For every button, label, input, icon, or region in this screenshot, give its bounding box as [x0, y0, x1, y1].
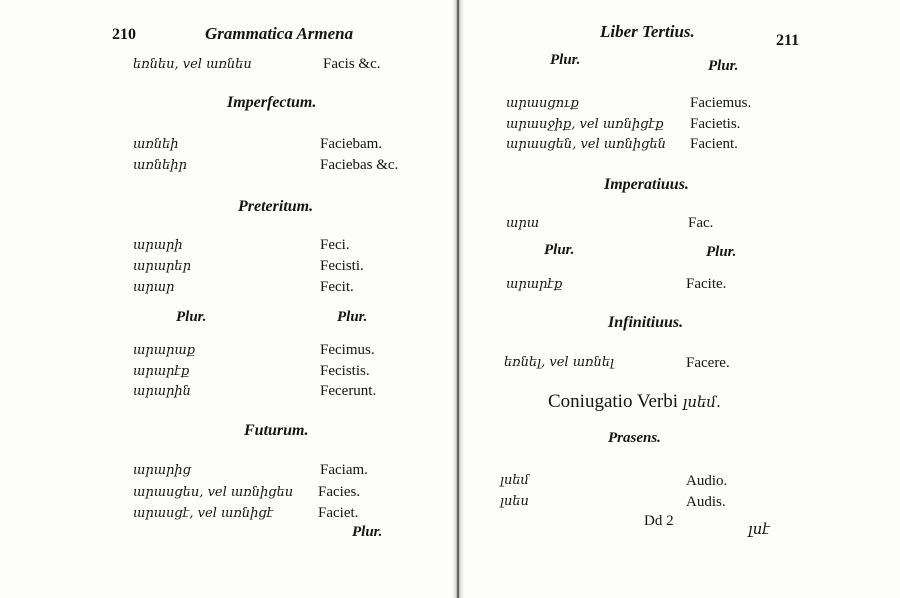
armenian-form: արարէք: [506, 277, 563, 292]
section-heading-preteritum: Preteritum.: [238, 198, 314, 215]
armenian-form: արարէք: [133, 364, 190, 379]
latin-gloss: Faciet.: [318, 505, 359, 521]
plural-label: Plur.: [176, 309, 207, 325]
section-heading-infinitivus: Infinitiuus.: [608, 314, 684, 331]
latin-gloss: Fac.: [688, 215, 714, 231]
armenian-form: արարին: [133, 384, 191, 399]
latin-gloss: Faciam.: [320, 462, 368, 478]
latin-gloss: Facies.: [318, 484, 361, 500]
latin-gloss: Audio.: [686, 473, 728, 489]
latin-gloss: Facite.: [686, 276, 727, 292]
latin-gloss: Facis &c.: [323, 56, 381, 72]
latin-gloss: Faciebam.: [320, 136, 383, 152]
armenian-form: արասցես, vel առնիցես: [133, 485, 294, 500]
armenian-form: եռնես, vel առնես: [133, 57, 252, 72]
armenian-form: արասցեն, vel առնիցեն: [506, 137, 666, 152]
section-heading-futurum: Futurum.: [244, 422, 309, 439]
armenian-form: արարից: [133, 463, 192, 478]
armenian-form: առնեի: [133, 137, 179, 152]
latin-gloss: Facietis.: [690, 116, 741, 132]
section-heading-prasens: Prasens.: [608, 430, 661, 446]
plural-label: Plur.: [544, 242, 575, 258]
page-number: 210: [112, 26, 136, 43]
armenian-form: արարեր: [133, 259, 191, 274]
plural-label: Plur.: [352, 524, 383, 540]
section-heading-imperativus: Imperatiuus.: [604, 176, 689, 193]
right-page: [458, 0, 900, 598]
coniugatio-heading: Coniugatio Verbi լսեմ.: [548, 391, 721, 412]
latin-gloss: Fecimus.: [320, 342, 375, 358]
plural-label: Plur.: [706, 244, 737, 260]
armenian-form: լսեմ: [500, 473, 529, 488]
armenian-form: եռնել, vel առնել: [504, 355, 614, 370]
latin-gloss: Fecerunt.: [320, 383, 377, 399]
latin-gloss: Feci.: [320, 237, 350, 253]
armenian-form: արասջիք, vel առնիցէք: [506, 117, 664, 132]
latin-gloss: Audis.: [686, 494, 726, 510]
latin-gloss: Facient.: [690, 136, 738, 152]
page-number: 211: [776, 32, 800, 49]
section-heading-imperfectum: Imperfectum.: [227, 94, 317, 111]
armenian-form: արարաք: [133, 343, 196, 358]
plural-label: Plur.: [708, 58, 739, 74]
latin-gloss: Fecit.: [320, 279, 354, 295]
plural-label: Plur.: [337, 309, 368, 325]
armenian-form: արա: [506, 216, 540, 231]
running-head: Liber Tertius.: [600, 22, 695, 41]
latin-gloss: Fecisti.: [320, 258, 364, 274]
signature-mark: Dd 2: [644, 513, 674, 529]
latin-gloss: Faciebas &c.: [320, 157, 399, 173]
armenian-form: արար: [133, 280, 175, 295]
armenian-form: արասցէ, vel առնիցէ: [133, 506, 274, 521]
armenian-form: առնեիր: [133, 158, 187, 173]
armenian-form: արասցուք: [506, 96, 579, 111]
running-head: Grammatica Armena: [205, 24, 354, 43]
latin-gloss: Faciemus.: [690, 95, 752, 111]
catchword: լսէ: [748, 520, 770, 538]
latin-gloss: Facere.: [686, 355, 730, 371]
plural-label: Plur.: [550, 52, 581, 68]
latin-gloss: Fecistis.: [320, 363, 370, 379]
armenian-form: արարի: [133, 238, 183, 253]
armenian-form: լսես: [500, 494, 529, 509]
